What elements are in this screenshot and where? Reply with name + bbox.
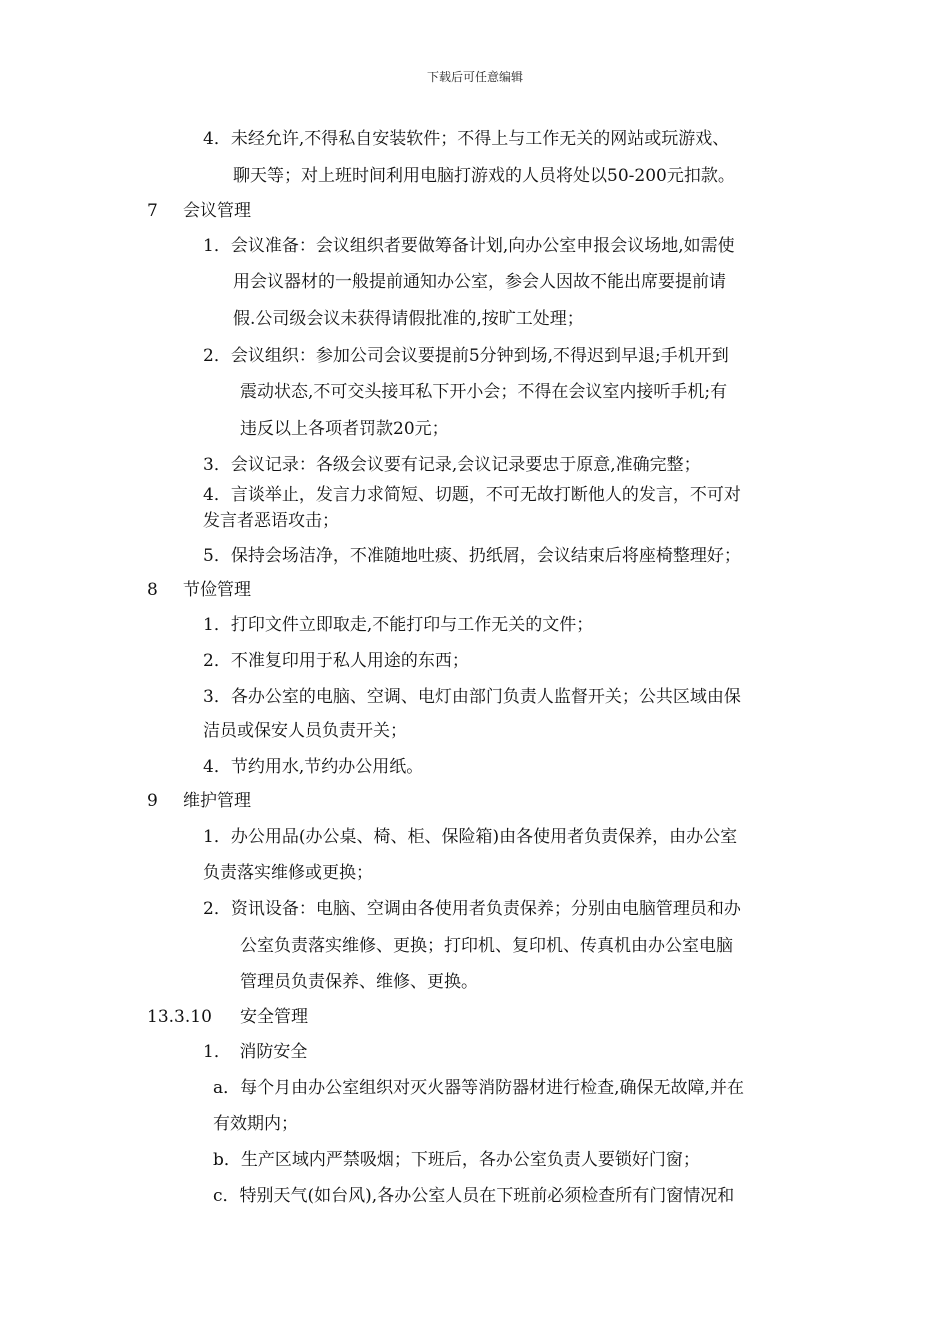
text-line: 1．会议准备：会议组织者要做筹备计划,向办公室申报会议场地,如需使 xyxy=(203,236,735,256)
text-line: 洁员或保安人员负责开关； xyxy=(203,721,407,741)
section-title: 维护管理 xyxy=(183,791,251,811)
text-line: 2．资讯设备：电脑、空调由各使用者负责保养；分别由电脑管理员和办 xyxy=(203,899,741,919)
text-line: 4．言谈举止，发言力求简短、切题，不可无故打断他人的发言，不可对 xyxy=(203,485,741,505)
text-line: c．特别天气(如台风),各办公室人员在下班前必须检查所有门窗情况和 xyxy=(213,1186,735,1206)
text-line: 发言者恶语攻击； xyxy=(203,511,339,531)
text-line: 1．打印文件立即取走,不能打印与工作无关的文件； xyxy=(203,615,594,635)
text-line: 4．未经允许,不得私自安装软件；不得上与工作无关的网站或玩游戏、 xyxy=(203,129,730,149)
section-title: 安全管理 xyxy=(240,1007,308,1027)
text-line: 2．不准复印用于私人用途的东西； xyxy=(203,651,469,671)
text-line: 5．保持会场洁净，不准随地吐痰、扔纸屑，会议结束后将座椅整理好； xyxy=(203,546,741,566)
section-number: 8 xyxy=(147,580,158,600)
text-line: a．每个月由办公室组织对灭火器等消防器材进行检查,确保无故障,并在 xyxy=(213,1078,744,1098)
section-number: 13.3.10 xyxy=(147,1007,212,1027)
page-header: 下载后可任意编辑 xyxy=(426,70,523,84)
section-number: 9 xyxy=(147,791,158,811)
text-line: 公室负责落实维修、更换；打印机、复印机、传真机由办公室电脑 xyxy=(240,936,733,956)
text-line: 3．各办公室的电脑、空调、电灯由部门负责人监督开关；公共区域由保 xyxy=(203,687,741,707)
text-line: 2．会议组织：参加公司会议要提前5分钟到场,不得迟到早退;手机开到 xyxy=(203,346,729,366)
text-line: 用会议器材的一般提前通知办公室，参会人因故不能出席要提前请 xyxy=(233,272,726,292)
text-line: 聊天等；对上班时间利用电脑打游戏的人员将处以50-200元扣款。 xyxy=(233,166,735,186)
text-line: 有效期内； xyxy=(213,1114,298,1134)
text-line: 4．节约用水,节约办公用纸。 xyxy=(203,757,424,777)
text-line: 假.公司级会议未获得请假批准的,按旷工处理； xyxy=(233,309,584,329)
text-line: 1． 消防安全 xyxy=(203,1042,308,1062)
text-line: b．生产区域内严禁吸烟；下班后，各办公室负责人要锁好门窗； xyxy=(213,1150,700,1170)
section-number: 7 xyxy=(147,201,158,221)
text-line: 3．会议记录：各级会议要有记录,会议记录要忠于原意,准确完整； xyxy=(203,455,701,475)
text-line: 1．办公用品(办公桌、椅、柜、保险箱)由各使用者负责保养，由办公室 xyxy=(203,827,738,847)
section-title: 会议管理 xyxy=(183,201,251,221)
text-line: 震动状态,不可交头接耳私下开小会；不得在会议室内接听手机;有 xyxy=(240,382,728,402)
text-line: 违反以上各项者罚款20元； xyxy=(240,419,449,439)
text-line: 负责落实维修或更换； xyxy=(203,863,373,883)
section-title: 节俭管理 xyxy=(183,580,251,600)
text-line: 管理员负责保养、维修、更换。 xyxy=(240,972,478,992)
